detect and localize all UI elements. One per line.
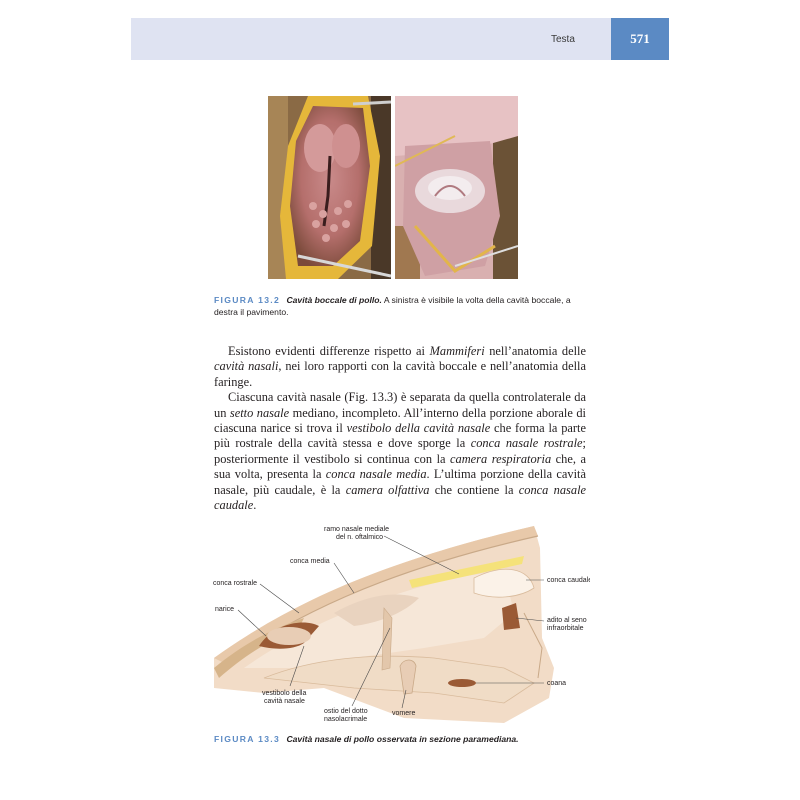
figure-13-3-diagram [204,518,590,724]
label-conca-rostrale: conca rostrale [213,580,257,587]
label-ramo-nasale-2: del n. oftalmico [336,534,384,541]
label-conca-caudale: conca caudale [547,577,590,584]
text-run: Esistono evidenti differenze rispetto ai [228,344,430,358]
photo-oral-cavity-floor [395,96,518,279]
italic-term: camera respiratoria [450,451,552,466]
paragraph-2 [214,390,586,513]
text-run: che contiene la [429,482,519,497]
italic-term: conca nasale caudale [214,482,587,513]
running-head: Testa [551,34,575,45]
header-band [131,18,611,60]
text-run: , nei loro rapporti con la cavità boccale e nell’anatomia della faringe. [214,359,586,389]
figure-13-2-caption [214,294,586,318]
text-run: Ciascuna cavità nasale (Fig. 13.3) è separata da quella controlaterale da un [214,390,586,420]
body-text [214,344,586,513]
label-narice: narice [215,606,235,613]
italic-term: Mammiferi [429,344,485,358]
figure-label: FIGURA 13.2 [214,295,281,305]
italic-term: conca nasale media [325,467,427,482]
page-number: 571 [630,31,650,46]
text-run: che, a sua volta, presenta la [214,451,586,482]
figure-text: A sinistra è visibile la volta della cavità boccale, a destra il pavimento. [214,295,571,317]
label-vestibolo-1: vestibolo della [262,690,307,697]
label-vomere: vomere [392,710,416,717]
figure-label: FIGURA 13.3 [214,734,281,744]
italic-term: camera olfattiva [345,482,430,497]
figure-13-3-caption [214,733,586,745]
text-run: . [253,498,257,513]
italic-term: vestibolo della cavità nasale [346,421,491,436]
photo-oral-cavity-roof [268,96,391,279]
text-run: ; posteriormente il vestibolo si continua con la [214,436,586,466]
text-run: che forma la parte più rostrale della cavità stessa e dove sporge la [214,421,586,451]
figure-title: Cavità boccale di pollo. [286,295,382,305]
label-conca-media: conca media [290,558,330,565]
label-ramo-nasale-1: ramo nasale mediale [324,526,389,533]
figure-title: Cavità nasale di pollo osservata in sezione paramediana. [286,734,519,744]
text-run: nell’anatomia delle [484,344,586,358]
label-coana: coana [547,680,567,687]
label-vestibolo-2: cavità nasale [264,698,305,705]
label-ostio-1: ostio del dotto [324,708,368,715]
page-number-box [611,18,669,60]
paragraph-1 [214,344,586,390]
text-run: . L’ultima porzione della cavità nasale, più caudale, è la [214,467,586,497]
label-adito-1: adito al seno [547,617,587,624]
italic-term: cavità nasali [214,359,279,374]
label-ostio-2: nasolacrimale [324,716,368,723]
label-adito-2: infraorbitale [547,625,584,632]
italic-term: conca nasale rostrale [470,436,583,451]
text-run: mediano, incompleto. All’interno della porzione aborale di ciascuna narice si trova il [214,405,586,436]
italic-term: setto nasale [229,405,290,420]
